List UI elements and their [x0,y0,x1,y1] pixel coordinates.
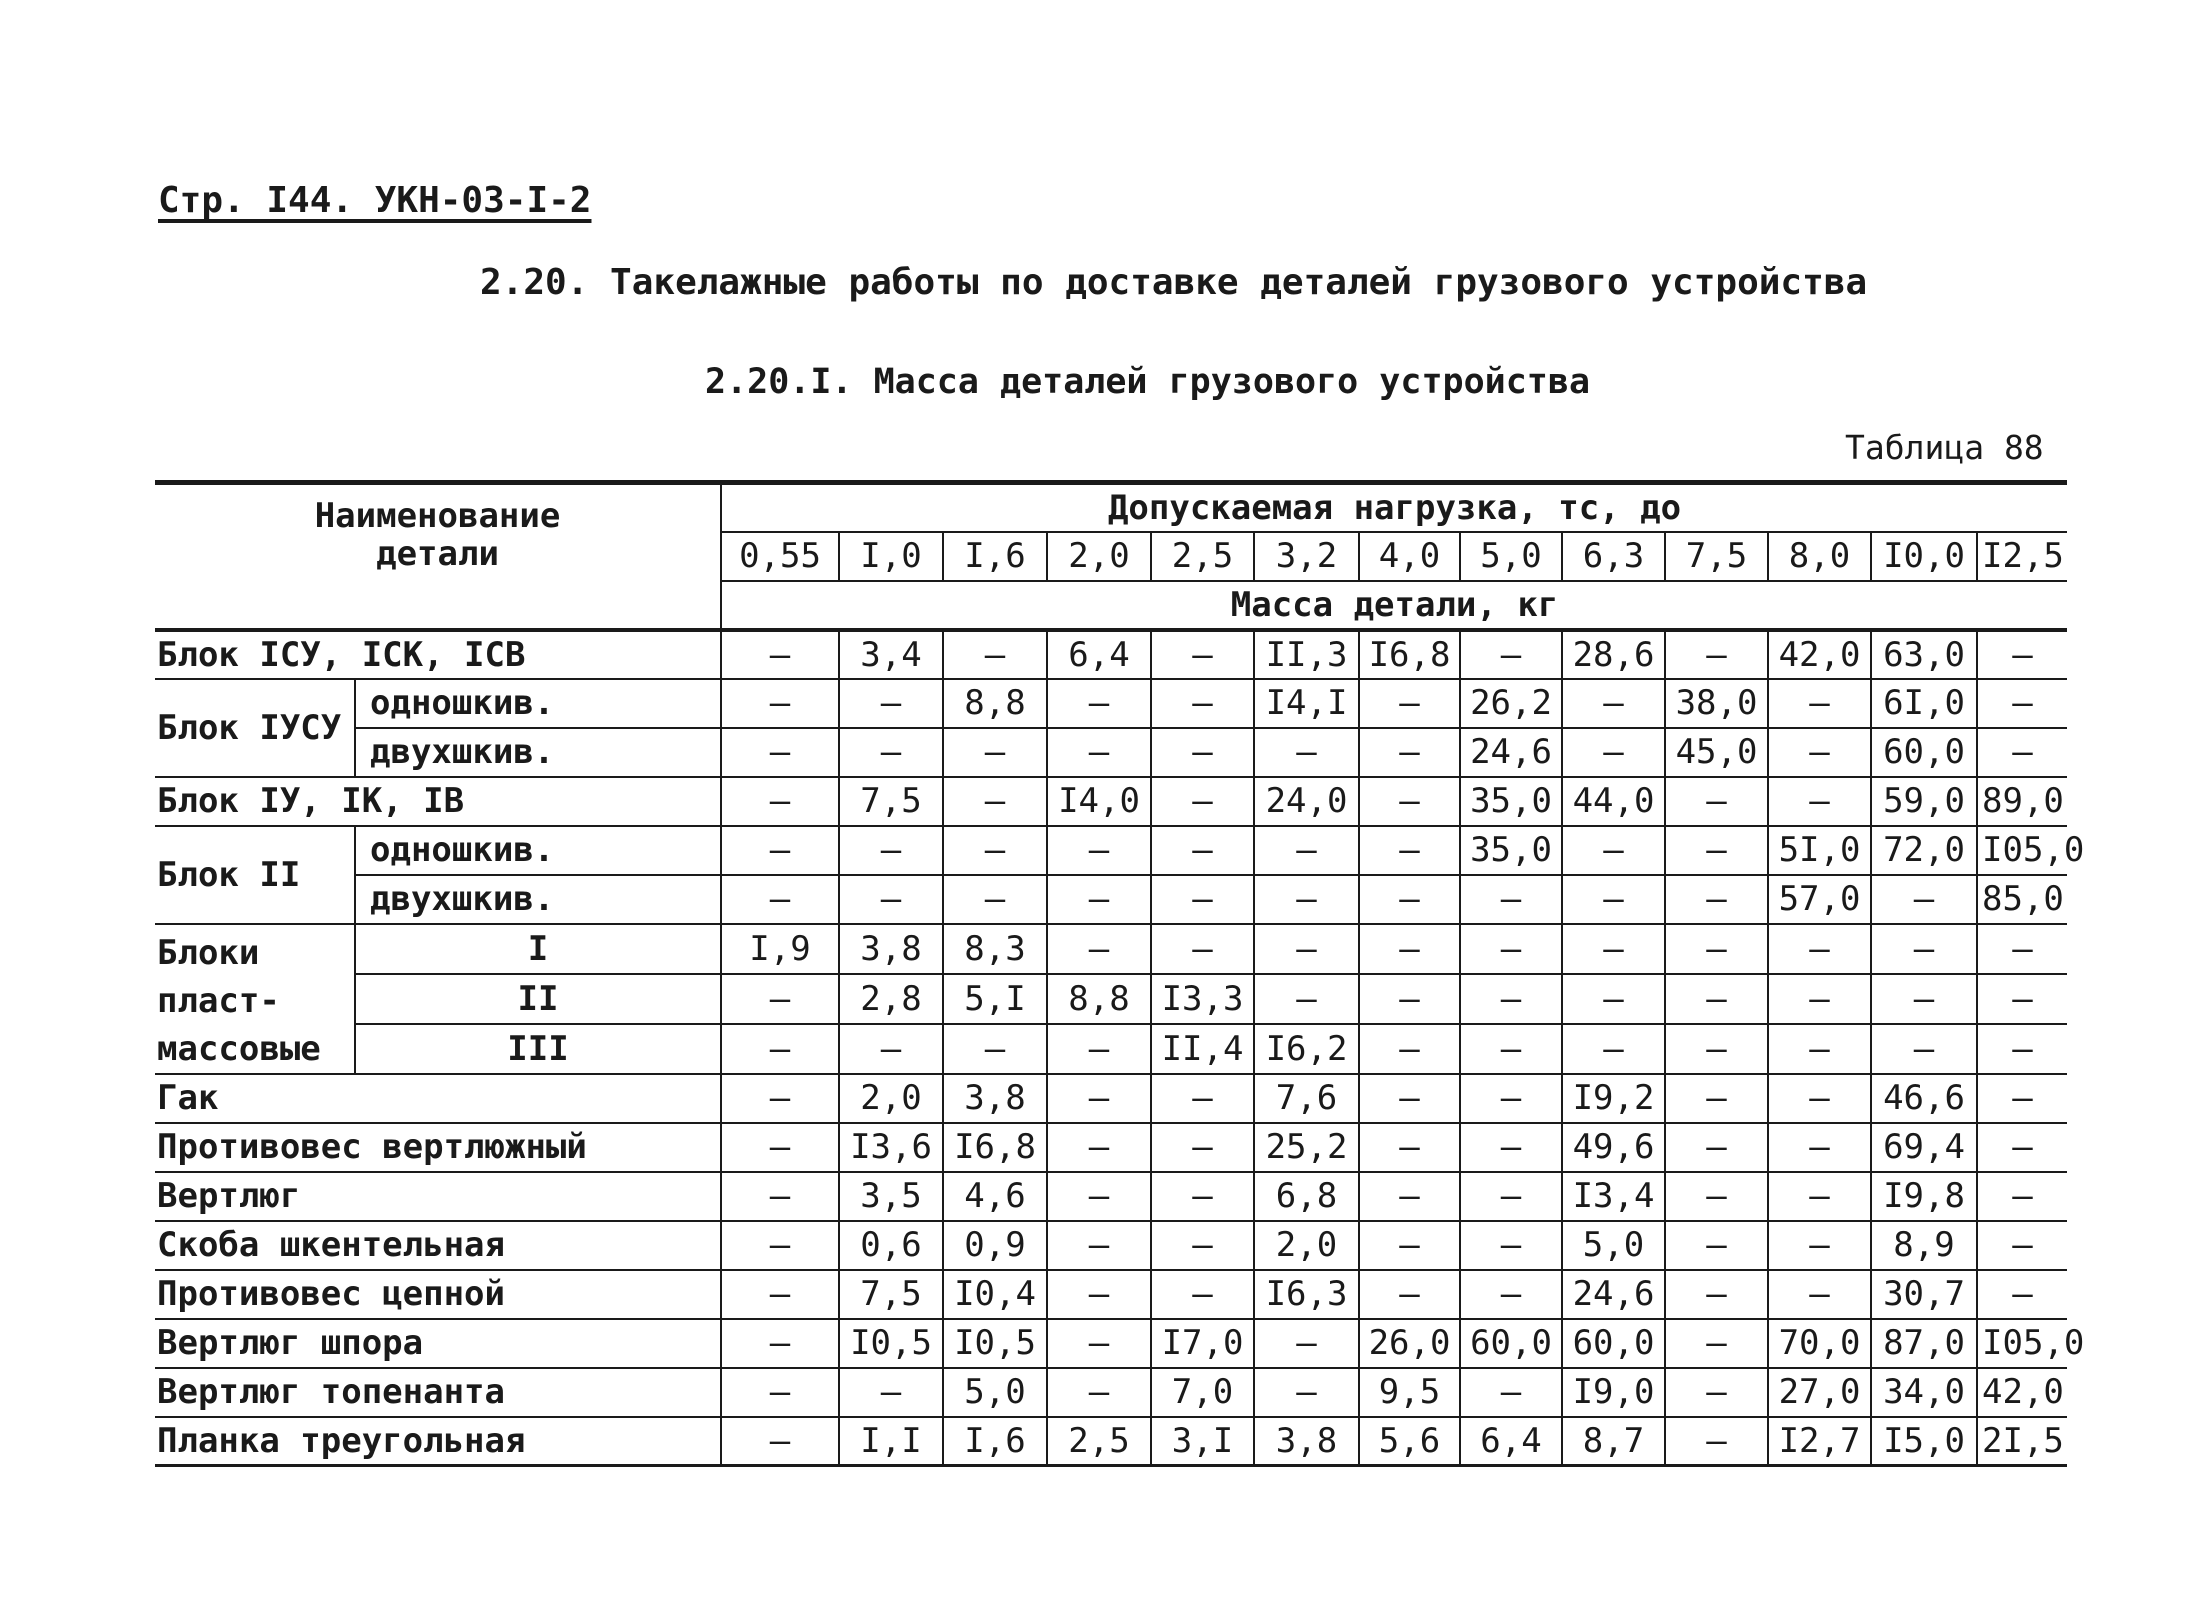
mass-cell: 8,8 [943,679,1047,728]
load-value-header: I,0 [839,532,943,581]
mass-cell: – [1665,1319,1768,1368]
mass-cell: 4,6 [943,1172,1047,1221]
mass-cell: – [1151,1221,1254,1270]
load-header: Допускаемая нагрузка, тс, до [721,483,2067,532]
mass-cell: I6,3 [1254,1270,1359,1319]
table-row [155,924,2067,974]
mass-cell: 63,0 [1871,630,1977,679]
table-row [155,777,2067,826]
part-name: Гак [155,1074,721,1123]
mass-cell: – [1768,1172,1871,1221]
part-variant: I [355,924,721,974]
mass-cell: II,3 [1254,630,1359,679]
load-value-header: 2,5 [1151,532,1254,581]
mass-cell: 87,0 [1871,1319,1977,1368]
mass-cell: I0,5 [943,1319,1047,1368]
mass-cell: – [1768,924,1871,974]
table-row [155,1074,2067,1123]
mass-cell: – [1359,777,1460,826]
mass-cell: 5,6 [1359,1417,1460,1466]
mass-cell: – [1768,1270,1871,1319]
mass-cell: – [1871,924,1977,974]
mass-cell: 44,0 [1562,777,1665,826]
mass-cell: – [1977,679,2067,728]
mass-cell: 6,4 [1047,630,1151,679]
mass-cell: – [1047,1123,1151,1172]
mass-cell: – [1151,924,1254,974]
mass-cell: – [1151,1172,1254,1221]
mass-cell: I7,0 [1151,1319,1254,1368]
part-group-name: Блоки пласт- массовые [155,924,355,1074]
mass-cell: – [1871,875,1977,924]
mass-cell: 3,8 [1254,1417,1359,1466]
table-number: Таблица 88 [1845,428,2044,467]
load-value-header: I,6 [943,532,1047,581]
mass-cell: 69,4 [1871,1123,1977,1172]
mass-cell: – [1977,974,2067,1024]
load-value-header: 3,2 [1254,532,1359,581]
mass-cell: – [1047,1221,1151,1270]
mass-cell: – [1359,1221,1460,1270]
mass-cell: – [1359,1074,1460,1123]
table-row [155,1024,2067,1074]
part-name: Скоба шкентельная [155,1221,721,1270]
mass-cell: – [1151,826,1254,875]
mass-cell: – [1562,728,1665,777]
mass-cell: – [1151,1270,1254,1319]
mass-cell: 2,0 [1254,1221,1359,1270]
mass-cell: – [721,630,839,679]
mass-cell: I3,6 [839,1123,943,1172]
mass-cell: I9,8 [1871,1172,1977,1221]
load-value-header: 7,5 [1665,532,1768,581]
part-name: Противовес вертлюжный [155,1123,721,1172]
mass-cell: 70,0 [1768,1319,1871,1368]
table-row [155,826,2067,875]
mass-cell: – [1460,875,1562,924]
mass-cell: 6,4 [1460,1417,1562,1466]
mass-cell: – [721,1024,839,1074]
mass-cell: – [1460,1368,1562,1417]
part-name: Вертлюг шпора [155,1319,721,1368]
load-value-header: I2,5 [1977,532,2067,581]
mass-cell: 2I,5 [1977,1417,2067,1466]
mass-cell: 8,7 [1562,1417,1665,1466]
load-value-header: 5,0 [1460,532,1562,581]
mass-cell: 35,0 [1460,826,1562,875]
mass-cell: – [1977,1270,2067,1319]
mass-cell: 25,2 [1254,1123,1359,1172]
mass-cell: – [1151,630,1254,679]
mass-cell: 9,5 [1359,1368,1460,1417]
mass-cell: 3,I [1151,1417,1254,1466]
table-row [155,1319,2067,1368]
mass-cell: 60,0 [1871,728,1977,777]
mass-cell: – [1151,728,1254,777]
mass-cell: – [1665,924,1768,974]
mass-cell: 3,4 [839,630,943,679]
section-title: 2.20. Такелажные работы по доставке деталей грузового устройства [480,262,1868,303]
mass-cell: – [1047,875,1151,924]
mass-cell: I0,5 [839,1319,943,1368]
mass-cell: – [943,1024,1047,1074]
mass-cell: – [1047,1319,1151,1368]
mass-cell: – [1977,924,2067,974]
mass-cell: 85,0 [1977,875,2067,924]
mass-cell: – [1460,1123,1562,1172]
mass-cell: I2,7 [1768,1417,1871,1466]
part-group-name: Блок IУСУ [155,679,355,777]
mass-cell: – [721,1123,839,1172]
load-value-header: 2,0 [1047,532,1151,581]
mass-cell: I3,3 [1151,974,1254,1024]
subsection-title: 2.20.I. Масса деталей грузового устройства [705,362,1591,402]
mass-cell: I3,4 [1562,1172,1665,1221]
mass-cell: – [1768,1123,1871,1172]
part-variant: II [355,974,721,1024]
mass-cell: 24,0 [1254,777,1359,826]
mass-cell: – [1665,826,1768,875]
mass-cell: – [721,826,839,875]
mass-cell: – [1665,1123,1768,1172]
mass-cell: – [943,728,1047,777]
mass-cell: – [721,1270,839,1319]
mass-cell: – [1665,1024,1768,1074]
mass-cell: – [1047,1024,1151,1074]
mass-cell: 8,3 [943,924,1047,974]
mass-cell: – [1047,1172,1151,1221]
mass-cell: – [839,875,943,924]
mass-cell: – [1768,1221,1871,1270]
mass-cell: 35,0 [1460,777,1562,826]
mass-cell: – [1359,1270,1460,1319]
mass-cell: 7,5 [839,1270,943,1319]
mass-cell: – [1871,974,1977,1024]
mass-cell: – [1562,1024,1665,1074]
mass-cell: I,6 [943,1417,1047,1466]
mass-cell: – [839,1368,943,1417]
mass-cell: – [1047,1368,1151,1417]
mass-cell: 5I,0 [1768,826,1871,875]
mass-cell: – [943,875,1047,924]
mass-cell: I,I [839,1417,943,1466]
part-name: Вертлюг [155,1172,721,1221]
mass-cell: – [721,1417,839,1466]
load-value-header: I0,0 [1871,532,1977,581]
mass-cell: – [1359,974,1460,1024]
mass-cell: 38,0 [1665,679,1768,728]
mass-cell: – [1359,1172,1460,1221]
mass-cell: – [721,679,839,728]
mass-table [155,480,2085,1467]
mass-cell: – [721,875,839,924]
mass-cell: – [1151,1074,1254,1123]
table-row [155,1221,2067,1270]
part-variant: одношкив. [355,679,721,728]
table-row [155,875,2067,924]
mass-cell: – [839,826,943,875]
mass-cell: – [1977,1123,2067,1172]
mass-cell: – [1871,1024,1977,1074]
mass-cell: 60,0 [1460,1319,1562,1368]
mass-cell: – [1768,1024,1871,1074]
mass-cell: – [1359,728,1460,777]
mass-cell: – [1977,728,2067,777]
mass-cell: – [1460,1221,1562,1270]
table-row [155,679,2067,728]
mass-cell: – [1768,777,1871,826]
mass-cell: – [1254,826,1359,875]
mass-cell: 26,0 [1359,1319,1460,1368]
mass-cell: 42,0 [1977,1368,2067,1417]
mass-cell: – [1562,679,1665,728]
part-group-name: Блок II [155,826,355,924]
mass-cell: 2,5 [1047,1417,1151,1466]
mass-cell: – [721,1368,839,1417]
mass-cell: I6,2 [1254,1024,1359,1074]
mass-cell: – [1254,974,1359,1024]
mass-cell: – [1047,679,1151,728]
mass-cell: – [943,826,1047,875]
mass-cell: – [1665,1417,1768,1466]
mass-cell: I9,2 [1562,1074,1665,1123]
part-name: Блок IУ, IК, IВ [155,777,721,826]
part-name: Планка треугольная [155,1417,721,1466]
mass-cell: 45,0 [1665,728,1768,777]
mass-cell: 42,0 [1768,630,1871,679]
mass-cell: I05,0 [1977,826,2067,875]
mass-cell: – [1977,1074,2067,1123]
mass-cell: – [1562,826,1665,875]
mass-cell: – [1768,1074,1871,1123]
mass-cell: – [943,777,1047,826]
mass-cell: – [1460,974,1562,1024]
load-value-header: 0,55 [721,532,839,581]
mass-cell: II,4 [1151,1024,1254,1074]
table-row [155,1417,2067,1466]
mass-cell: 24,6 [1460,728,1562,777]
mass-cell: – [1254,875,1359,924]
mass-cell: 60,0 [1562,1319,1665,1368]
mass-cell: I0,4 [943,1270,1047,1319]
mass-cell: 59,0 [1871,777,1977,826]
mass-cell: – [1562,974,1665,1024]
mass-cell: I4,I [1254,679,1359,728]
mass-cell: – [1047,1270,1151,1319]
part-variant: двухшкив. [355,875,721,924]
mass-cell: – [1047,728,1151,777]
mass-cell: 8,8 [1047,974,1151,1024]
mass-cell: – [1665,1368,1768,1417]
mass-cell: – [1768,728,1871,777]
part-name: Блок ICУ, ICК, ICВ [155,630,721,679]
part-name: Противовес цепной [155,1270,721,1319]
mass-cell: – [943,630,1047,679]
mass-cell: – [1151,1123,1254,1172]
mass-cell: – [1768,974,1871,1024]
mass-cell: 3,8 [839,924,943,974]
mass-cell: – [721,974,839,1024]
mass-cell: 3,5 [839,1172,943,1221]
mass-cell: – [1977,1221,2067,1270]
mass-cell: 57,0 [1768,875,1871,924]
table-row [155,974,2067,1024]
mass-cell: – [721,1074,839,1123]
mass-cell: 30,7 [1871,1270,1977,1319]
table-row [155,1270,2067,1319]
mass-cell: – [721,1172,839,1221]
mass-cell: – [1665,630,1768,679]
mass-cell: – [721,728,839,777]
mass-cell: – [1665,1270,1768,1319]
mass-cell: – [1665,1221,1768,1270]
mass-cell: 27,0 [1768,1368,1871,1417]
mass-cell: – [839,1024,943,1074]
mass-cell: – [1359,924,1460,974]
mass-cell: I05,0 [1977,1319,2067,1368]
page-reference: Стр. I44. УКН-03-I-2 [158,180,592,221]
mass-cell: – [1977,630,2067,679]
mass-cell: – [1254,728,1359,777]
mass-cell: 3,8 [943,1074,1047,1123]
mass-cell: 6,8 [1254,1172,1359,1221]
mass-cell: – [1151,679,1254,728]
mass-cell: – [1254,1368,1359,1417]
mass-cell: – [721,1221,839,1270]
mass-cell: I5,0 [1871,1417,1977,1466]
table-row [155,1123,2067,1172]
mass-cell: – [1359,679,1460,728]
mass-cell: – [1665,777,1768,826]
mass-cell: 46,6 [1871,1074,1977,1123]
table-row [155,630,2067,679]
mass-cell: 0,9 [943,1221,1047,1270]
mass-header: Масса детали, кг [721,581,2067,630]
mass-cell: – [1460,1024,1562,1074]
mass-cell: – [1665,1172,1768,1221]
mass-cell: 34,0 [1871,1368,1977,1417]
load-value-header: 4,0 [1359,532,1460,581]
part-variant: двухшкив. [355,728,721,777]
mass-cell: 0,6 [839,1221,943,1270]
table-row [155,728,2067,777]
mass-cell: – [1359,1024,1460,1074]
mass-cell: I,9 [721,924,839,974]
mass-cell: 7,6 [1254,1074,1359,1123]
mass-cell: – [1359,875,1460,924]
mass-cell: I6,8 [943,1123,1047,1172]
mass-cell: – [1768,679,1871,728]
mass-cell: 24,6 [1562,1270,1665,1319]
mass-cell: 2,0 [839,1074,943,1123]
mass-cell: – [1254,924,1359,974]
mass-cell: – [1665,974,1768,1024]
mass-cell: 6I,0 [1871,679,1977,728]
mass-cell: 89,0 [1977,777,2067,826]
mass-cell: 28,6 [1562,630,1665,679]
mass-cell: – [1460,1270,1562,1319]
mass-cell: – [1562,924,1665,974]
mass-cell: – [1359,1123,1460,1172]
table-row [155,1368,2067,1417]
load-value-header: 8,0 [1768,532,1871,581]
table-row [155,1172,2067,1221]
load-value-header: 6,3 [1562,532,1665,581]
mass-cell: – [1460,630,1562,679]
mass-cell: 5,I [943,974,1047,1024]
mass-cell: – [1562,875,1665,924]
mass-cell: 5,0 [1562,1221,1665,1270]
mass-cell: – [1047,1074,1151,1123]
part-variant: одношкив. [355,826,721,875]
mass-cell: – [1047,924,1151,974]
part-variant: III [355,1024,721,1074]
mass-cell: – [721,777,839,826]
mass-cell: – [1151,777,1254,826]
mass-cell: I4,0 [1047,777,1151,826]
mass-cell: – [1977,1172,2067,1221]
name-column-header-text: Наименование детали [314,496,561,574]
mass-cell: – [1254,1319,1359,1368]
mass-cell: 26,2 [1460,679,1562,728]
name-column-header [155,483,721,630]
mass-cell: 7,0 [1151,1368,1254,1417]
mass-cell: – [1460,924,1562,974]
part-name: Вертлюг топенанта [155,1368,721,1417]
mass-cell: – [839,679,943,728]
mass-cell: – [721,1319,839,1368]
mass-cell: – [1460,1172,1562,1221]
mass-cell: 8,9 [1871,1221,1977,1270]
mass-cell: 7,5 [839,777,943,826]
mass-cell: 5,0 [943,1368,1047,1417]
mass-cell: I9,0 [1562,1368,1665,1417]
mass-cell: – [1665,875,1768,924]
mass-cell: – [1977,1024,2067,1074]
mass-cell: – [1151,875,1254,924]
mass-cell: – [1359,826,1460,875]
mass-cell: – [1047,826,1151,875]
mass-cell: 72,0 [1871,826,1977,875]
mass-cell: I6,8 [1359,630,1460,679]
mass-cell: 2,8 [839,974,943,1024]
table-header-row [155,483,2067,532]
mass-cell: – [839,728,943,777]
mass-cell: – [1665,1074,1768,1123]
mass-cell: – [1460,1074,1562,1123]
mass-cell: 49,6 [1562,1123,1665,1172]
